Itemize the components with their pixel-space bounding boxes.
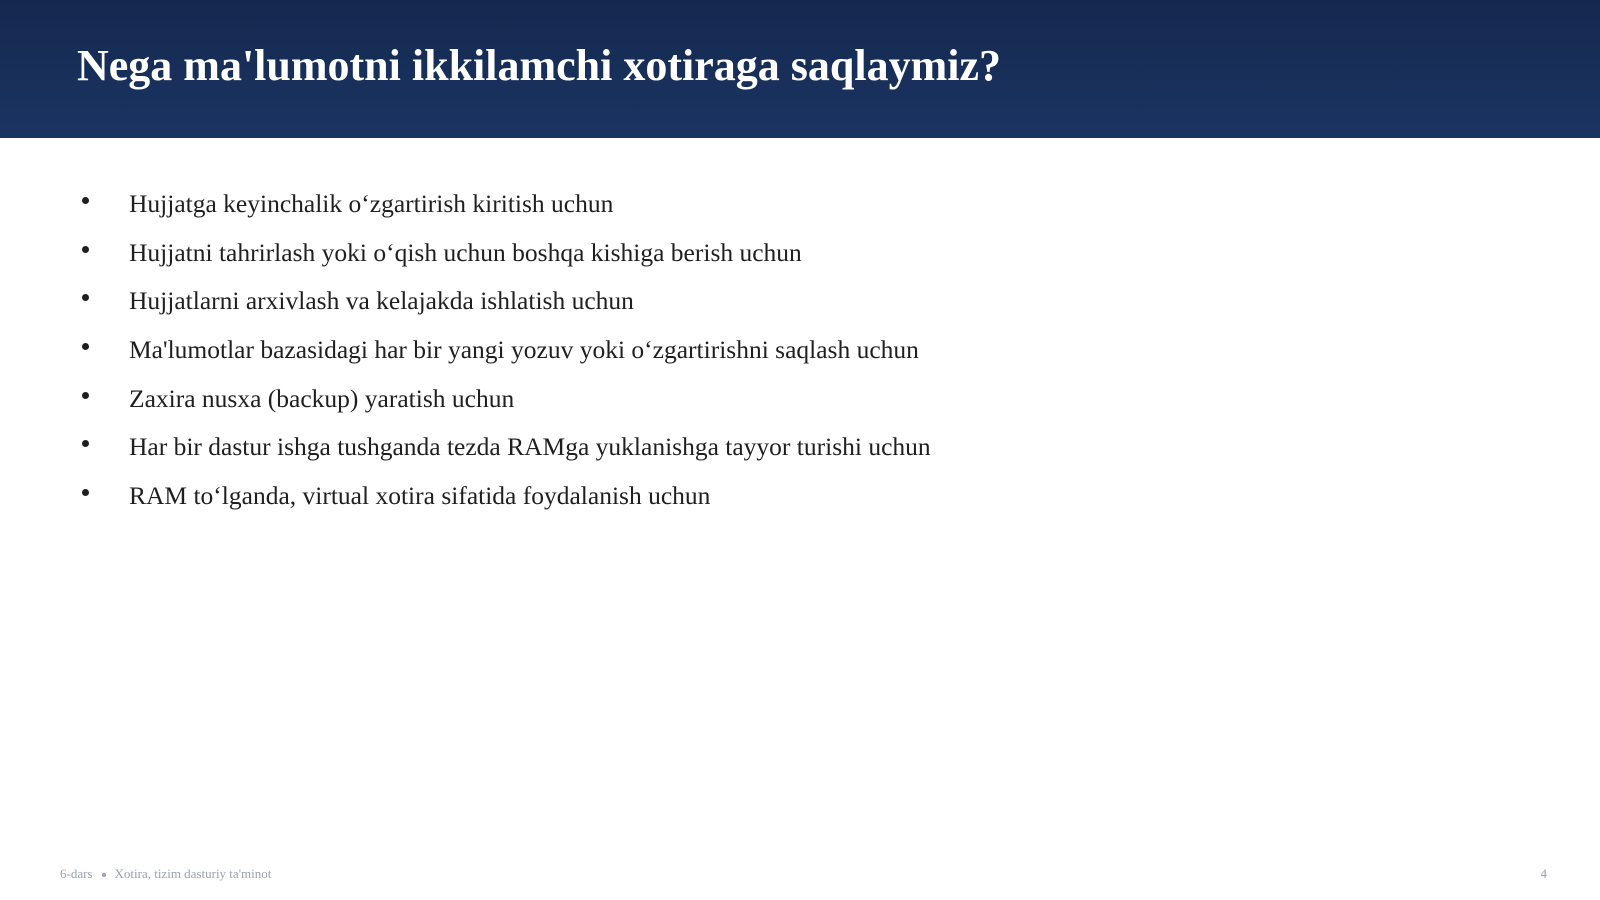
bullet-text: Hujjatlarni arxivlash va kelajakda ishlatish uchun [129,286,634,316]
page-number: 4 [1540,866,1547,881]
bullet-icon [82,246,89,253]
footer-caption [60,866,271,882]
bullet-icon [82,392,89,399]
bullet-icon [82,197,89,204]
bullet-icon [82,294,89,301]
bullet-text: Zaxira nusxa (backup) yaratish uchun [129,383,515,413]
bullet-icon [82,440,89,447]
bullet-icon [82,489,89,496]
title-bar [0,0,1600,138]
bullet-text: RAM to‘lganda, virtual xotira sifatida foydalanish uchun [129,481,711,511]
slide-title: Nega ma'lumotni ikkilamchi xotiraga saqlaymiz? [77,41,1001,90]
bullet-icon [82,343,89,350]
footer-separator-icon [102,873,106,877]
footer-topic: Xotira, tizim dasturiy ta'minot [114,866,272,881]
bullet-text: Hujjatga keyinchalik o‘zgartirish kiritish uchun [129,189,614,218]
footer-lesson: 6-dars [60,866,93,881]
bullet-text: Har bir dastur ishga tushganda tezda RAMga yuklanishga tayyor turishi uchun [129,432,931,462]
bullet-text: Hujjatni tahrirlash yoki o‘qish uchun boshqa kishiga berish uchun [129,237,802,267]
bullet-text: Ma'lumotlar bazasidagi har bir yangi yozuv yoki o‘zgartirishni saqlash uchun [129,335,919,365]
